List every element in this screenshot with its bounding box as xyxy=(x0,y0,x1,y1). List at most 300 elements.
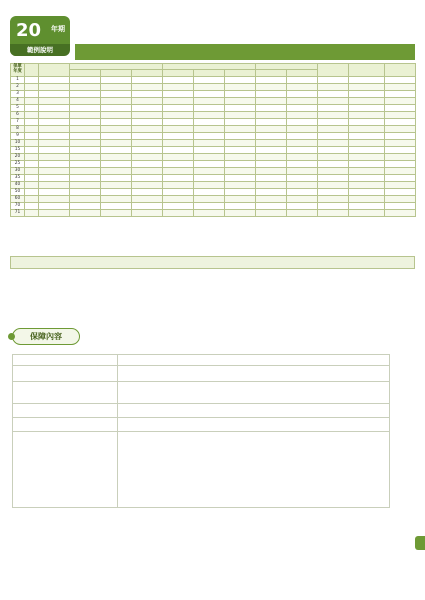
table-cell-a xyxy=(25,146,39,153)
table-cell-d xyxy=(70,76,101,83)
table-cell-l xyxy=(318,90,349,97)
table-cell-j xyxy=(256,146,287,153)
table-cell-h xyxy=(194,160,225,167)
table-cell-h xyxy=(194,118,225,125)
table-cell-j xyxy=(256,76,287,83)
table-cell-a xyxy=(25,111,39,118)
table-row xyxy=(11,118,416,125)
table-cell-i xyxy=(225,104,256,111)
table-cell-e xyxy=(101,83,132,90)
table-cell-d xyxy=(70,209,101,216)
table-cell-k xyxy=(287,111,318,118)
header-col-c xyxy=(39,64,70,77)
table-cell-d xyxy=(70,132,101,139)
table-row xyxy=(11,104,416,111)
table-cell-l xyxy=(318,132,349,139)
table-cell-j xyxy=(256,202,287,209)
table-cell-k xyxy=(287,90,318,97)
table-row xyxy=(11,160,416,167)
table-cell-c xyxy=(39,181,70,188)
table-cell-d xyxy=(70,118,101,125)
table-cell-k xyxy=(287,167,318,174)
table-cell-y: 10 xyxy=(11,139,25,146)
table-cell-d xyxy=(70,188,101,195)
table-cell-e xyxy=(101,209,132,216)
table-cell-m xyxy=(349,181,385,188)
table-cell-a xyxy=(25,188,39,195)
table-cell-c xyxy=(39,167,70,174)
table-cell-j xyxy=(256,90,287,97)
benefit-desc-1 xyxy=(118,366,390,382)
table-cell-n xyxy=(385,118,416,125)
benefit-desc-3 xyxy=(118,404,390,418)
table-cell-n xyxy=(385,132,416,139)
table-cell-f xyxy=(132,195,163,202)
bottom-notes xyxy=(10,562,415,563)
table-cell-j xyxy=(256,167,287,174)
table-cell-y: 71 xyxy=(11,209,25,216)
table-cell-i xyxy=(225,174,256,181)
table-cell-y: 35 xyxy=(11,174,25,181)
benefit-name-4 xyxy=(13,418,118,432)
term-banner-unit: 年期 xyxy=(51,25,65,33)
table-cell-d xyxy=(70,104,101,111)
table-cell-l xyxy=(318,202,349,209)
table-row xyxy=(11,188,416,195)
table-cell-e xyxy=(101,132,132,139)
table-cell-l xyxy=(318,104,349,111)
table-cell-j xyxy=(256,111,287,118)
header-year: 保單年度 xyxy=(11,64,25,77)
table-cell-k xyxy=(287,139,318,146)
table-cell-e xyxy=(101,125,132,132)
table-cell-c xyxy=(39,160,70,167)
table-cell-n xyxy=(385,153,416,160)
table-cell-j xyxy=(256,125,287,132)
table-cell-f xyxy=(132,146,163,153)
table-cell-n xyxy=(385,209,416,216)
header-col-n xyxy=(385,64,416,77)
table-cell-g xyxy=(163,90,194,97)
table-cell-k xyxy=(287,181,318,188)
table-cell-c xyxy=(39,104,70,111)
table-cell-h xyxy=(194,146,225,153)
table-cell-j xyxy=(256,160,287,167)
table-cell-d xyxy=(70,125,101,132)
table-cell-j xyxy=(256,209,287,216)
table-cell-j xyxy=(256,132,287,139)
table-cell-e xyxy=(101,181,132,188)
table-cell-i xyxy=(225,111,256,118)
table-cell-j xyxy=(256,188,287,195)
table-cell-i xyxy=(225,209,256,216)
table-cell-l xyxy=(318,209,349,216)
table-cell-h xyxy=(194,202,225,209)
table-cell-k xyxy=(287,202,318,209)
table-cell-i xyxy=(225,76,256,83)
table-cell-m xyxy=(349,174,385,181)
benefit-desc-5 xyxy=(118,432,390,508)
table-cell-k xyxy=(287,125,318,132)
table-cell-f xyxy=(132,209,163,216)
table-cell-c xyxy=(39,139,70,146)
table-cell-a xyxy=(25,195,39,202)
table-cell-e xyxy=(101,139,132,146)
table-cell-l xyxy=(318,111,349,118)
table-cell-n xyxy=(385,202,416,209)
table-cell-e xyxy=(101,76,132,83)
benefits-header-item xyxy=(13,355,118,366)
table-cell-m xyxy=(349,76,385,83)
table-cell-h xyxy=(194,104,225,111)
table-cell-j xyxy=(256,104,287,111)
table-cell-l xyxy=(318,76,349,83)
table-cell-n xyxy=(385,125,416,132)
table-cell-n xyxy=(385,83,416,90)
table-cell-m xyxy=(349,146,385,153)
table-cell-m xyxy=(349,202,385,209)
table-cell-d xyxy=(70,146,101,153)
table-cell-k xyxy=(287,188,318,195)
table-cell-a xyxy=(25,153,39,160)
table-cell-g xyxy=(163,76,194,83)
table-cell-n xyxy=(385,146,416,153)
table-cell-a xyxy=(25,181,39,188)
table-cell-l xyxy=(318,160,349,167)
benefit-name-3 xyxy=(13,404,118,418)
table-cell-i xyxy=(225,188,256,195)
table-cell-a xyxy=(25,174,39,181)
benefit-name-1 xyxy=(13,366,118,382)
benefits-table xyxy=(12,354,390,508)
table-cell-i xyxy=(225,83,256,90)
table-cell-e xyxy=(101,174,132,181)
table-cell-a xyxy=(25,160,39,167)
table-cell-f xyxy=(132,97,163,104)
table-row xyxy=(11,181,416,188)
table-cell-y: 15 xyxy=(11,146,25,153)
table-row xyxy=(11,139,416,146)
table-cell-m xyxy=(349,139,385,146)
table-cell-g xyxy=(163,146,194,153)
table-cell-a xyxy=(25,202,39,209)
table-cell-n xyxy=(385,188,416,195)
table-cell-e xyxy=(101,202,132,209)
table-cell-e xyxy=(101,188,132,195)
table-cell-d xyxy=(70,83,101,90)
benefits-header-content xyxy=(118,355,390,366)
table-cell-h xyxy=(194,76,225,83)
table-cell-j xyxy=(256,181,287,188)
table-cell-y: 9 xyxy=(11,132,25,139)
table-cell-a xyxy=(25,209,39,216)
table-cell-i xyxy=(225,202,256,209)
table-cell-g xyxy=(163,167,194,174)
table-cell-m xyxy=(349,118,385,125)
table-cell-l xyxy=(318,146,349,153)
table-cell-l xyxy=(318,97,349,104)
table-cell-l xyxy=(318,153,349,160)
table-cell-y: 1 xyxy=(11,76,25,83)
table-cell-f xyxy=(132,76,163,83)
table-cell-j xyxy=(256,83,287,90)
table-cell-f xyxy=(132,125,163,132)
table-cell-g xyxy=(163,209,194,216)
table-cell-i xyxy=(225,139,256,146)
table-cell-l xyxy=(318,174,349,181)
table-cell-h xyxy=(194,174,225,181)
table-row xyxy=(11,111,416,118)
table-cell-f xyxy=(132,90,163,97)
table-cell-a xyxy=(25,97,39,104)
table-cell-m xyxy=(349,104,385,111)
table-cell-k xyxy=(287,209,318,216)
table-cell-m xyxy=(349,195,385,202)
table-row xyxy=(11,83,416,90)
table-row xyxy=(11,97,416,104)
table-cell-h xyxy=(194,188,225,195)
table-cell-d xyxy=(70,167,101,174)
table-cell-e xyxy=(101,160,132,167)
table-cell-k xyxy=(287,195,318,202)
table-cell-a xyxy=(25,90,39,97)
table-cell-h xyxy=(194,139,225,146)
table-cell-i xyxy=(225,125,256,132)
table-cell-m xyxy=(349,167,385,174)
table-cell-n xyxy=(385,139,416,146)
table-cell-g xyxy=(163,97,194,104)
table-cell-g xyxy=(163,111,194,118)
table-row xyxy=(11,146,416,153)
table-cell-a xyxy=(25,132,39,139)
table-cell-d xyxy=(70,90,101,97)
table-row xyxy=(11,195,416,202)
header-age xyxy=(25,64,39,77)
table-cell-m xyxy=(349,125,385,132)
table-cell-f xyxy=(132,202,163,209)
table-cell-d xyxy=(70,160,101,167)
table-cell-y: 40 xyxy=(11,181,25,188)
table-cell-k xyxy=(287,132,318,139)
table-cell-m xyxy=(349,111,385,118)
table-cell-j xyxy=(256,174,287,181)
table-cell-n xyxy=(385,104,416,111)
table-cell-f xyxy=(132,174,163,181)
table-cell-g xyxy=(163,153,194,160)
table-cell-f xyxy=(132,153,163,160)
table-cell-h xyxy=(194,111,225,118)
table-cell-h xyxy=(194,153,225,160)
header-col-l xyxy=(318,64,349,77)
table-cell-y: 30 xyxy=(11,167,25,174)
table-cell-y: 6 xyxy=(11,111,25,118)
table-cell-c xyxy=(39,188,70,195)
table-cell-k xyxy=(287,153,318,160)
table-cell-k xyxy=(287,118,318,125)
table-cell-c xyxy=(39,90,70,97)
table-cell-m xyxy=(349,188,385,195)
table-cell-c xyxy=(39,195,70,202)
table-cell-g xyxy=(163,83,194,90)
table-row xyxy=(11,167,416,174)
table-cell-h xyxy=(194,125,225,132)
table-cell-y: 20 xyxy=(11,153,25,160)
table-cell-d xyxy=(70,181,101,188)
table-cell-g xyxy=(163,202,194,209)
table-cell-y: 7 xyxy=(11,118,25,125)
table-cell-e xyxy=(101,90,132,97)
table-cell-e xyxy=(101,195,132,202)
table-cell-h xyxy=(194,90,225,97)
table-cell-d xyxy=(70,202,101,209)
table-cell-m xyxy=(349,209,385,216)
benefit-desc-4 xyxy=(118,418,390,432)
table-cell-d xyxy=(70,111,101,118)
table-cell-y: 4 xyxy=(11,97,25,104)
table-cell-l xyxy=(318,125,349,132)
table-cell-h xyxy=(194,195,225,202)
table-cell-a xyxy=(25,139,39,146)
table-cell-g xyxy=(163,174,194,181)
table-cell-m xyxy=(349,160,385,167)
header-col-m xyxy=(349,64,385,77)
table-cell-l xyxy=(318,139,349,146)
table-cell-j xyxy=(256,139,287,146)
table-cell-l xyxy=(318,167,349,174)
table-cell-c xyxy=(39,202,70,209)
table-cell-k xyxy=(287,76,318,83)
table-cell-a xyxy=(25,167,39,174)
benefit-name-5 xyxy=(13,432,118,508)
table-cell-m xyxy=(349,90,385,97)
illustration-table xyxy=(10,63,416,217)
table-cell-a xyxy=(25,104,39,111)
table-cell-g xyxy=(163,125,194,132)
table-cell-m xyxy=(349,83,385,90)
assumption-bar xyxy=(75,44,415,60)
table-cell-g xyxy=(163,139,194,146)
table-cell-h xyxy=(194,209,225,216)
table-cell-d xyxy=(70,174,101,181)
table-cell-i xyxy=(225,195,256,202)
table-cell-l xyxy=(318,188,349,195)
example-label: 範例說明 xyxy=(10,44,70,56)
table-cell-f xyxy=(132,132,163,139)
table-cell-g xyxy=(163,118,194,125)
table-cell-c xyxy=(39,97,70,104)
table-cell-e xyxy=(101,146,132,153)
table-cell-n xyxy=(385,181,416,188)
table-cell-g xyxy=(163,160,194,167)
benefit-desc-2 xyxy=(118,382,390,404)
table-cell-g xyxy=(163,188,194,195)
table-cell-y: 25 xyxy=(11,160,25,167)
table-cell-g xyxy=(163,132,194,139)
table-cell-y: 8 xyxy=(11,125,25,132)
table-cell-c xyxy=(39,125,70,132)
table-cell-f xyxy=(132,139,163,146)
table-cell-c xyxy=(39,76,70,83)
table-cell-i xyxy=(225,146,256,153)
table-row xyxy=(11,90,416,97)
table-cell-m xyxy=(349,153,385,160)
table-cell-g xyxy=(163,104,194,111)
table-cell-d xyxy=(70,195,101,202)
table-cell-y: 60 xyxy=(11,195,25,202)
table-cell-m xyxy=(349,97,385,104)
table-cell-f xyxy=(132,104,163,111)
table-cell-f xyxy=(132,188,163,195)
table-row xyxy=(11,202,416,209)
table-cell-n xyxy=(385,111,416,118)
table-cell-e xyxy=(101,167,132,174)
table-cell-y: 3 xyxy=(11,90,25,97)
table-cell-c xyxy=(39,111,70,118)
table-cell-j xyxy=(256,97,287,104)
section-title-coverage: 保障內容 xyxy=(12,328,80,345)
table-cell-c xyxy=(39,146,70,153)
table-cell-h xyxy=(194,132,225,139)
table-cell-c xyxy=(39,118,70,125)
table-cell-h xyxy=(194,97,225,104)
table-cell-l xyxy=(318,195,349,202)
table-cell-k xyxy=(287,97,318,104)
term-banner-number: 20 xyxy=(16,20,42,41)
table-cell-j xyxy=(256,195,287,202)
table-cell-n xyxy=(385,97,416,104)
table-cell-i xyxy=(225,118,256,125)
table-row xyxy=(11,76,416,83)
table-cell-y: 5 xyxy=(11,104,25,111)
table-row xyxy=(11,125,416,132)
table-cell-a xyxy=(25,76,39,83)
table-cell-i xyxy=(225,160,256,167)
table-cell-c xyxy=(39,174,70,181)
table-cell-y: 70 xyxy=(11,202,25,209)
table-cell-f xyxy=(132,83,163,90)
table-cell-c xyxy=(39,209,70,216)
table-cell-n xyxy=(385,167,416,174)
table-cell-i xyxy=(225,90,256,97)
table-cell-c xyxy=(39,153,70,160)
table-cell-k xyxy=(287,160,318,167)
table-cell-n xyxy=(385,195,416,202)
table-cell-d xyxy=(70,153,101,160)
table-row xyxy=(11,209,416,216)
table-cell-f xyxy=(132,181,163,188)
table-cell-i xyxy=(225,132,256,139)
benefit-name-2 xyxy=(13,382,118,404)
table-cell-e xyxy=(101,104,132,111)
table-cell-n xyxy=(385,160,416,167)
table-cell-a xyxy=(25,125,39,132)
table-cell-c xyxy=(39,83,70,90)
table-row xyxy=(11,132,416,139)
table-cell-y: 50 xyxy=(11,188,25,195)
total-summary-row xyxy=(10,256,415,269)
table-cell-e xyxy=(101,97,132,104)
table-cell-i xyxy=(225,97,256,104)
table-notes xyxy=(10,273,415,274)
table-cell-y: 2 xyxy=(11,83,25,90)
table-cell-i xyxy=(225,167,256,174)
table-cell-n xyxy=(385,90,416,97)
table-cell-h xyxy=(194,83,225,90)
table-cell-g xyxy=(163,181,194,188)
table-cell-l xyxy=(318,181,349,188)
table-cell-a xyxy=(25,83,39,90)
table-cell-e xyxy=(101,111,132,118)
